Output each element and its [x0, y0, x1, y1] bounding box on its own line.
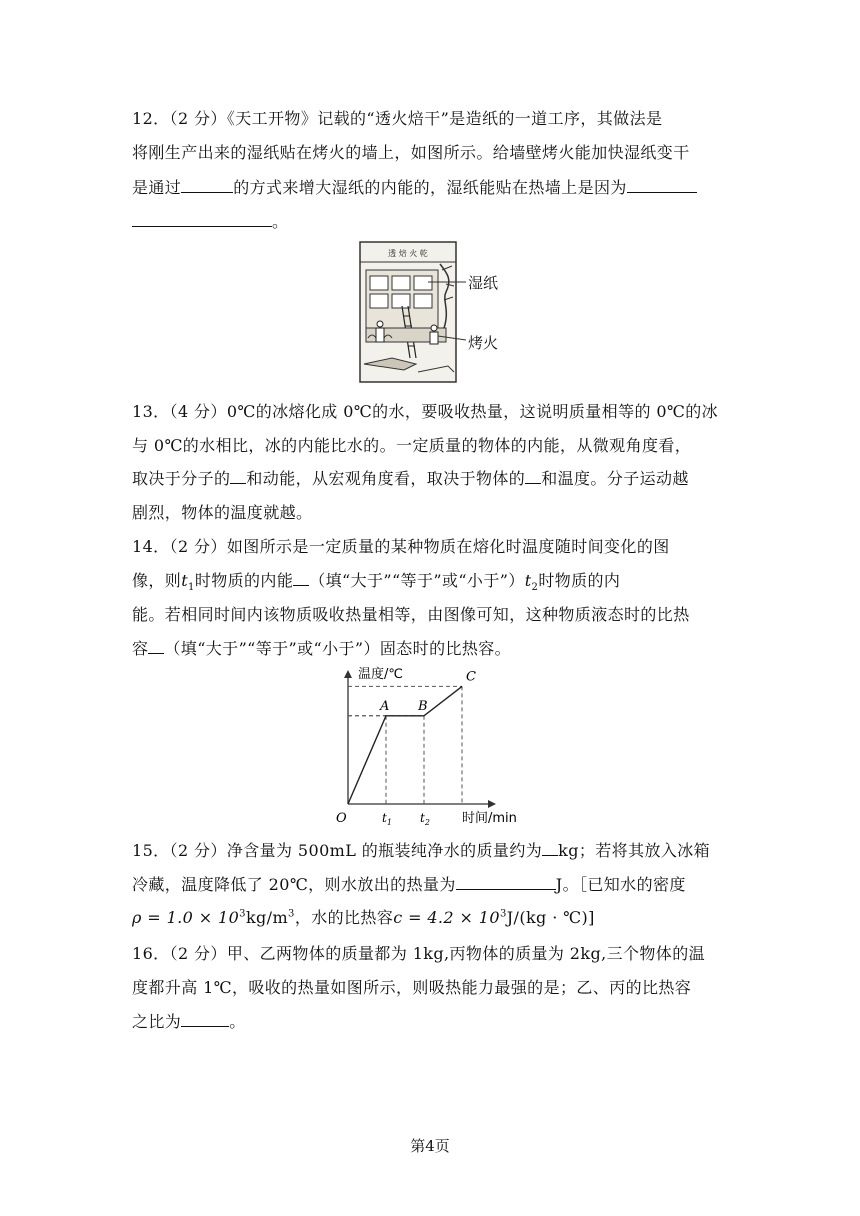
answer-blank[interactable] [148, 639, 164, 654]
q13-text: 和温度。分子运动越 [541, 469, 689, 488]
x-axis-label: 时间/min [462, 811, 517, 826]
q14-line3: 能。若相同时间内该物质吸收热量相等，由图像可知，这种物质液态时的比热 [132, 605, 690, 624]
answer-blank[interactable] [181, 178, 233, 193]
q15-line3 [132, 905, 595, 928]
q15-sup: 3 [499, 908, 507, 920]
q14-line2 [132, 568, 620, 593]
q13-line3 [132, 466, 689, 489]
q15-text: 冷藏，温度降低了 20℃，则水放出的热量为 [132, 875, 456, 894]
q13-text: 和动能，从宏观角度看，取决于物体的 [246, 469, 526, 488]
q15-text: J/(kg · ℃)] [506, 908, 595, 927]
x-tick-labels [382, 811, 430, 827]
q14-text: （填“大于”“等于”或“小于”）固态时的比热容。 [164, 639, 512, 658]
q14-text: 容 [132, 639, 149, 658]
temperature-curve [348, 686, 462, 804]
answer-blank[interactable] [181, 1012, 229, 1027]
t1-subscript: 1 [188, 582, 195, 594]
x-tick-label: $t_2$ [420, 811, 430, 827]
chart-svg [330, 664, 540, 834]
y-axis-label: 温度/℃ [358, 667, 403, 682]
q14-text: 时物质的内能 [194, 571, 294, 590]
q12-line3 [132, 175, 697, 198]
answer-blank[interactable] [542, 841, 558, 856]
q15-heat-formula: c = 4.2 × 10 [393, 908, 500, 927]
q14-text: 时物质的内 [538, 571, 621, 590]
t1-symbol: t [181, 571, 189, 590]
melting-curve-chart [330, 664, 540, 834]
answer-blank[interactable] [627, 178, 697, 193]
q15-text: kg/m [245, 908, 289, 927]
x-axis-arrow [488, 800, 496, 808]
q15-text: kg；若将其放入冰箱 [558, 841, 711, 860]
t2-symbol: t [524, 571, 532, 590]
q15-density-formula: ρ = 1.0 × 10 [132, 908, 240, 927]
page-number: 第4页 [410, 1137, 450, 1155]
q14-text: 像，则 [132, 571, 182, 590]
q12-text: 。 [272, 212, 289, 231]
origin-label: O [336, 811, 347, 826]
q14-text: （填“大于”“等于”或“小于”） [309, 571, 525, 590]
q12-line1: 12．（2 分）《天工开物》记载的“透火焙干”是造纸的一道工序，其做法是 [132, 109, 663, 128]
q13-text: 取决于分子的 [132, 469, 231, 488]
q15-line2 [132, 872, 686, 895]
q16-text: 之比为 [132, 1012, 182, 1031]
q15-sup: 3 [239, 908, 246, 920]
point-label-a: A [380, 698, 390, 714]
q16-line1: 16．（2 分）甲、乙两物体的质量都为 1kg,丙物体的质量为 2kg,三个物体的温 [132, 944, 706, 963]
q15-text: J。［已知水的密度 [555, 875, 686, 894]
label-wet-paper: 湿纸 [468, 274, 499, 292]
woodcut-title: 透 焙 火 乾 [388, 249, 428, 258]
point-label-c: C [466, 669, 476, 685]
q12-line2: 将刚生产出来的湿纸贴在烤火的墙上，如图所示。给墙壁烤火能加快湿纸变干 [132, 143, 690, 162]
q12-text: 是通过 [132, 178, 182, 197]
q15-sup: 3 [288, 908, 295, 920]
q16-line3 [132, 1009, 246, 1032]
woodcut-image [358, 240, 508, 384]
q14-line4 [132, 636, 511, 659]
q12-line4 [132, 209, 288, 232]
q15-line1 [132, 838, 710, 861]
answer-blank[interactable] [230, 469, 246, 484]
answer-blank[interactable] [456, 875, 556, 890]
q15-text: ，水的比热容 [294, 908, 394, 927]
t2-subscript: 2 [531, 582, 539, 594]
x-tick-label: $t_1$ [382, 811, 392, 827]
q13-line4: 剧烈，物体的温度就越。 [132, 503, 313, 522]
answer-blank[interactable] [132, 212, 272, 227]
label-fire: 烤火 [468, 334, 499, 352]
q14-line1: 14．（2 分）如图所示是一定质量的某种物质在熔化时温度随时间变化的图 [132, 537, 670, 556]
q16-text: 。 [229, 1012, 246, 1031]
q15-text: 15．（2 分）净含量为 500mL 的瓶装纯净水的质量约为 [132, 841, 543, 860]
paper-drying-illustration [358, 240, 508, 384]
answer-blank[interactable] [293, 571, 309, 586]
q12-text: 的方式来增大湿纸的内能的，湿纸能贴在热墙上是因为 [233, 178, 627, 197]
y-axis-arrow [344, 670, 352, 678]
q16-line2: 度都升高 1℃，吸收的热量如图所示，则吸热能力最强的是；乙、丙的比热容 [132, 978, 692, 997]
q13-line2: 与 0℃的水相比，冰的内能比水的。一定质量的物体的内能，从微观角度看， [132, 436, 692, 455]
point-label-b: B [418, 698, 428, 714]
q13-line1: 13．（4 分）0℃的冰熔化成 0℃的水，要吸收热量，这说明质量相等的 0℃的冰 [132, 402, 719, 421]
dash-lines [348, 686, 462, 804]
answer-blank[interactable] [525, 469, 541, 484]
